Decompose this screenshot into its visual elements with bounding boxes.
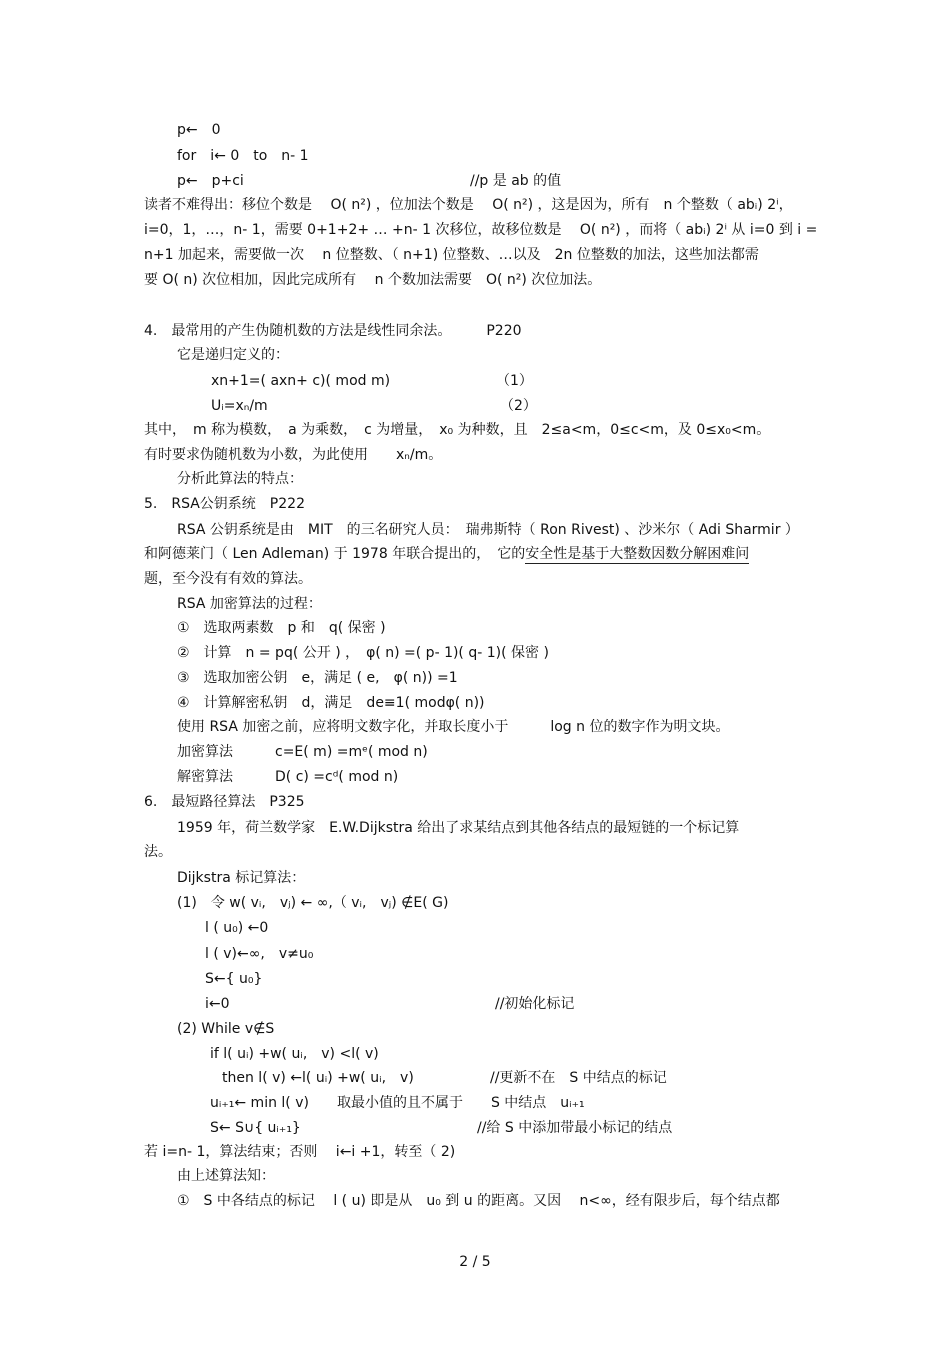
formula-line-2 <box>211 396 811 416</box>
list-item: ③ 选取加密公钥 e，满足 ( e, φ( n)) =1 <box>177 670 458 686</box>
paragraph-line: 法。 <box>144 844 172 860</box>
paragraph-line: i=0，1，…，n- 1，需要 0+1+2+ … +n- 1 次移位，故移位数是 O( n²) ，而将（ abᵢ) 2ⁱ 从 i=0 到 i = <box>144 222 818 238</box>
paragraph-line: RSA 公钥系统是由 MIT 的三名研究人员： 瑞弗斯特（ Ron Rivest) 、沙米尔（ Adi Sharmir ） <box>177 522 799 538</box>
algorithm-line: l ( v)←∞, v≠u₀ <box>205 946 314 962</box>
paragraph-line: ① S 中各结点的标记 l ( u) 即是从 u₀ 到 u 的距离。又因 n<∞，经有限步后，每个结点都 <box>177 1193 780 1209</box>
code-line-for: for i← 0 to n- 1 <box>177 148 309 164</box>
code-text: p← p+ci <box>177 173 244 189</box>
formula-number: （1） <box>496 373 533 389</box>
algorithm-line <box>222 1068 782 1088</box>
paragraph-line: 分析此算法的特点： <box>177 471 303 487</box>
algorithm-line: S←{ u₀} <box>205 971 263 987</box>
paragraph-line: n+1 加起来，需要做一次 n 位整数、（ n+1) 位整数、…以及 2n 位整数的加法，这些加法都需 <box>144 247 759 263</box>
text-underlined: 安全性是基于大整数因数分解困难问 <box>525 546 750 562</box>
algorithm-line: if l( uᵢ) +w( uᵢ, v) <l( v) <box>210 1046 379 1062</box>
paragraph-line: 有时要求伪随机数为小数，为此使用 xₙ/m。 <box>144 447 443 463</box>
paragraph-line: 其中， m 称为模数， a 为乘数， c 为增量， x₀ 为种数，且 2≤a<m，0≤c<m，及 0≤x₀<m。 <box>144 422 771 438</box>
page-number: 2 / 5 <box>459 1254 491 1270</box>
algorithm-step-2: (2) While v∉S <box>177 1021 275 1037</box>
algorithm-comment: //更新不在 S 中结点的标记 <box>490 1070 667 1086</box>
list-item: ② 计算 n = pq( 公开 ) ， φ( n) =( p- 1)( q- 1)( 保密 ) <box>177 645 549 661</box>
formula-text: xn+1=( axn+ c)( mod m) <box>211 373 391 389</box>
paragraph-line: Dijkstra 标记算法： <box>177 870 306 886</box>
paragraph-line <box>144 544 749 564</box>
code-comment: //p 是 ab 的值 <box>470 173 562 189</box>
algorithm-line <box>210 1118 770 1138</box>
text-plain: 和阿德莱门（ Len Adleman) 于 1978 年联合提出的， 它的 <box>144 546 526 562</box>
section-heading-4: 4. 最常用的产生伪随机数的方法是线性同余法。 P220 <box>144 323 522 339</box>
algorithm-text: i←0 <box>205 996 230 1012</box>
algorithm-comment: //给 S 中添加带最小标记的结点 <box>477 1120 673 1136</box>
code-line-init-p: p← 0 <box>177 122 221 138</box>
algorithm-line: uᵢ₊₁← min l( v) 取最小值的且不属于 S 中结点 uᵢ₊₁ <box>210 1095 585 1111</box>
section-heading-6: 6. 最短路径算法 P325 <box>144 794 305 810</box>
paragraph-line: 题，至今没有有效的算法。 <box>144 571 312 587</box>
code-line-accumulate <box>177 171 877 191</box>
algorithm-step-1: (1) 令 w( vᵢ, vⱼ) ← ∞,（ vᵢ, vⱼ) ∉E( G) <box>177 895 449 911</box>
algorithm-text: S← S∪{ uᵢ₊₁} <box>210 1120 301 1136</box>
formula-text: Uᵢ=xₙ/m <box>211 398 268 414</box>
paragraph-line: 它是递归定义的： <box>177 347 289 363</box>
paragraph-line: 若 i=n- 1，算法结束；否则 i←i +1，转至（ 2) <box>144 1144 456 1160</box>
algorithm-line <box>205 994 805 1014</box>
list-item: ① 选取两素数 p 和 q( 保密 ) <box>177 620 386 636</box>
paragraph-line: 1959 年，荷兰数学家 E.W.Dijkstra 给出了求某结点到其他各结点的最短链的一个标记算 <box>177 820 740 836</box>
list-item: ④ 计算解密私钥 d，满足 de≡1( modφ( n)) <box>177 695 485 711</box>
algorithm-text: then l( v) ←l( uᵢ) +w( uᵢ, v) <box>222 1070 414 1086</box>
paragraph-line: 使用 RSA 加密之前，应将明文数字化，并取长度小于 log n 位的数字作为明文块。 <box>177 719 730 735</box>
formula-number: （2） <box>500 398 537 414</box>
paragraph-line: 由上述算法知： <box>177 1168 275 1184</box>
paragraph-line: RSA 加密算法的过程： <box>177 596 322 612</box>
section-heading-5: 5. RSA公钥系统 P222 <box>144 496 305 512</box>
paragraph-line: 要 O( n) 次位相加，因此完成所有 n 个数加法需要 O( n²) 次位加法。 <box>144 272 602 288</box>
formula-line-1 <box>211 371 811 391</box>
algorithm-comment: //初始化标记 <box>495 996 575 1012</box>
paragraph-line: 读者不难得出：移位个数是 O( n²) ，位加法个数是 O( n²) ，这是因为，所有 n 个整数（ abᵢ) 2ⁱ， <box>144 197 793 213</box>
formula-decrypt: 解密算法 D( c) =cᵈ( mod n) <box>177 769 399 785</box>
algorithm-line: l ( u₀) ←0 <box>205 920 269 936</box>
formula-encrypt: 加密算法 c=E( m) =mᵉ( mod n) <box>177 744 428 760</box>
